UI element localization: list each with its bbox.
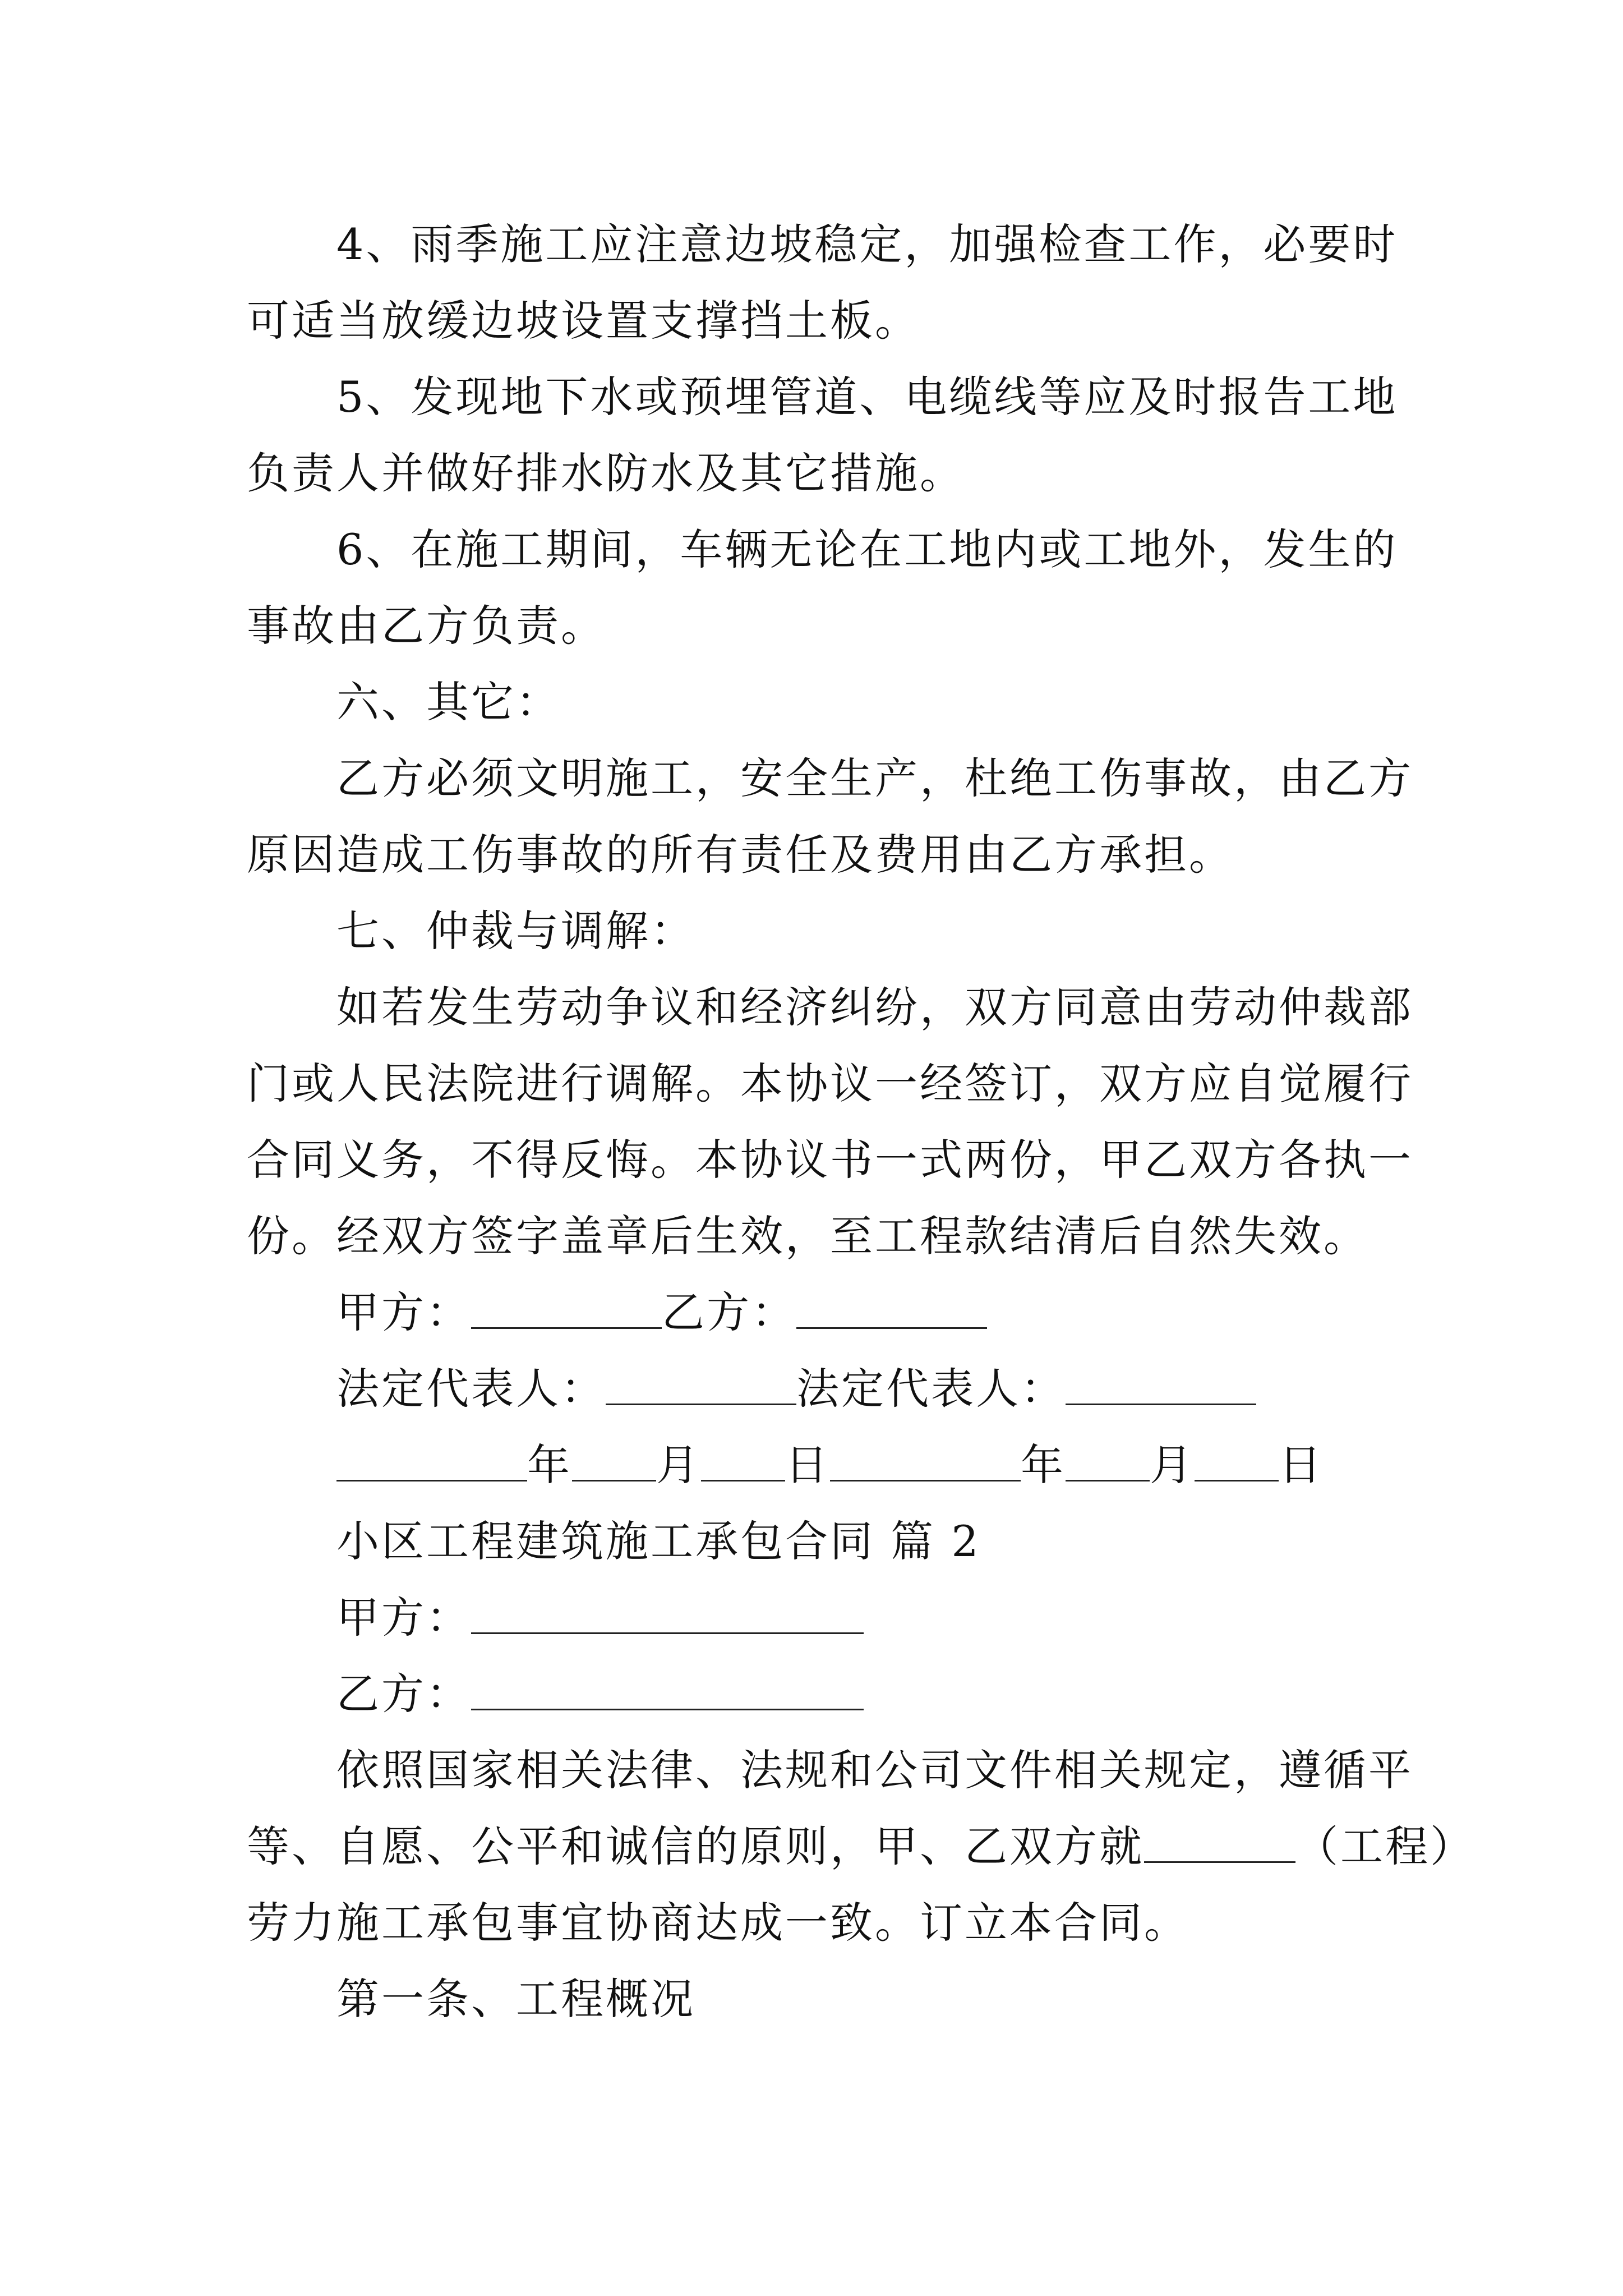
paragraph-5-line-1: 5、发现地下水或预埋管道、电缆线等应及时报告工地 xyxy=(336,372,1398,422)
signature-parties-row xyxy=(0,1273,1623,1352)
contract-2-intro-line-1: 依照国家相关法律、法规和公司文件相关规定，遵循平 xyxy=(336,1745,1413,1795)
date-b-day: 日 xyxy=(1279,1440,1324,1490)
date-b-year-blank xyxy=(830,1426,1021,1481)
date-a-year: 年 xyxy=(527,1440,572,1490)
paragraph-5-line-2: 负责人并做好排水防水及其它措施。 xyxy=(247,448,965,498)
contract-2-intro-line-3: 劳力施工承包事宜协商达成一致。订立本合同。 xyxy=(247,1898,1189,1948)
party-a-label: 甲方： xyxy=(336,1287,471,1337)
contract-2-party-a-blank xyxy=(471,1579,864,1634)
section-7-line-4: 份。经双方签字盖章后生效，至工程款结清后自然失效。 xyxy=(247,1211,1368,1261)
date-b-month-blank xyxy=(1066,1426,1150,1481)
section-7-line-1: 如若发生劳动争议和经济纠纷，双方同意由劳动仲裁部 xyxy=(336,982,1413,1032)
article-1-heading: 第一条、工程概况 xyxy=(336,1974,695,2024)
contract-2-party-b-label: 乙方： xyxy=(336,1669,471,1719)
date-b-day-blank xyxy=(1195,1426,1279,1481)
date-b-month: 月 xyxy=(1150,1440,1195,1490)
section-7-line-2: 门或人民法院进行调解。本协议一经签订，双方应自觉履行 xyxy=(247,1059,1413,1108)
date-a-day-blank xyxy=(701,1426,785,1481)
rep-b-label: 法定代表人： xyxy=(796,1364,1066,1414)
contract-2-party-b-blank xyxy=(471,1655,864,1710)
party-b-blank xyxy=(796,1273,987,1329)
paragraph-6-line-1: 6、在施工期间，车辆无论在工地内或工地外，发生的 xyxy=(336,524,1398,574)
section-7-line-3: 合同义务，不得反悔。本协议书一式两份，甲乙双方各执一 xyxy=(247,1135,1413,1185)
section-6-heading: 六、其它： xyxy=(336,677,561,727)
contract-2-party-b-row xyxy=(0,1655,1623,1733)
rep-a-label: 法定代表人： xyxy=(336,1364,606,1414)
date-a-month: 月 xyxy=(656,1440,701,1490)
contract-2-party-a-row xyxy=(0,1579,1623,1657)
paragraph-4-line-2: 可适当放缓边坡设置支撑挡土板。 xyxy=(247,296,920,346)
rep-a-blank xyxy=(606,1350,796,1405)
project-name-blank xyxy=(1144,1807,1295,1863)
section-6-line-2: 原因造成工伤事故的所有责任及费用由乙方承担。 xyxy=(247,830,1234,880)
party-b-label: 乙方： xyxy=(662,1287,796,1337)
party-a-blank xyxy=(471,1273,662,1329)
date-a-day: 日 xyxy=(785,1440,830,1490)
signature-dates-row xyxy=(0,1426,1623,1504)
rep-b-blank xyxy=(1066,1350,1256,1405)
contract-2-title: 小区工程建筑施工承包合同 篇 2 xyxy=(336,1516,981,1566)
paragraph-4-line-1: 4、雨季施工应注意边坡稳定，加强检查工作，必要时 xyxy=(336,219,1398,269)
contract-2-party-a-label: 甲方： xyxy=(336,1593,471,1642)
date-a-month-blank xyxy=(572,1426,656,1481)
date-b-year: 年 xyxy=(1021,1440,1066,1490)
signature-representatives-row xyxy=(0,1350,1623,1428)
paragraph-6-line-2: 事故由乙方负责。 xyxy=(247,601,606,651)
section-7-heading: 七、仲裁与调解： xyxy=(336,906,695,956)
section-6-line-1: 乙方必须文明施工，安全生产，杜绝工伤事故，由乙方 xyxy=(336,753,1413,803)
contract-2-intro-line-2: 等、自愿、公平和诚信的原则，甲、乙双方就 （工程） xyxy=(0,1807,1623,1886)
date-a-year-blank xyxy=(336,1426,527,1481)
